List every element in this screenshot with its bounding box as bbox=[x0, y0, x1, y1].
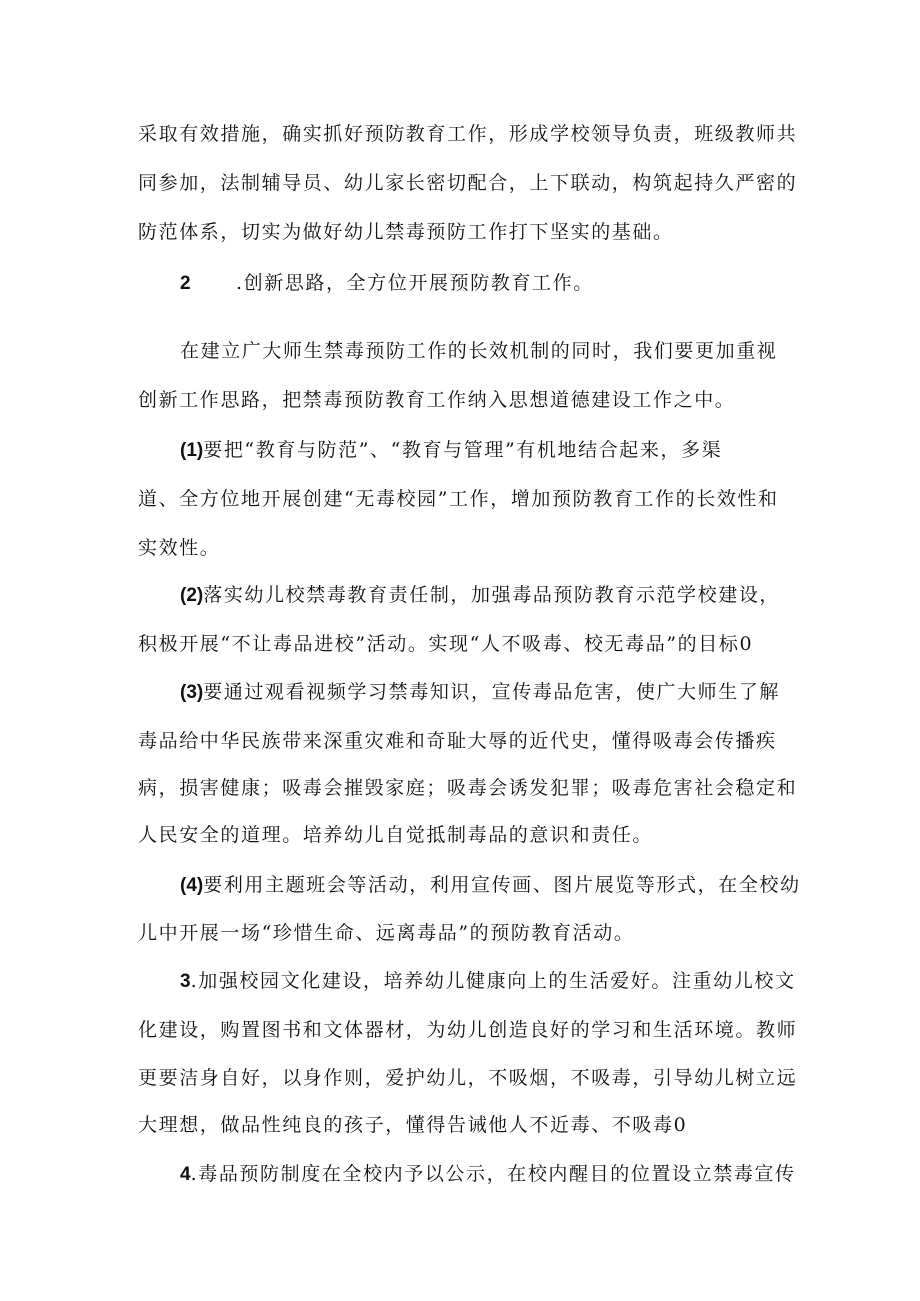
item-text: .创新思路，全方位开展预防教育工作。 bbox=[236, 272, 594, 294]
item-text: 要利用主题班会等活动，利用宣传画、图片展览等形式，在全校幼 bbox=[203, 874, 801, 896]
text-line: 实效性。 bbox=[138, 537, 221, 559]
text-line: 人民安全的道理。培养幼儿自觉抵制毒品的意识和责任。 bbox=[138, 824, 654, 846]
text-line: 大理想，做品性纯良的孩子，懂得告诫他人不近毒、不吸毒0 bbox=[138, 1114, 688, 1136]
item-text: 落实幼儿校禁毒教育责任制，加强毒品预防教育示范学校建设， bbox=[203, 584, 781, 606]
numbered-item-1 bbox=[180, 430, 840, 470]
item-text: 要把“教育与防范”、“教育与管理”有机地结合起来，多渠 bbox=[203, 439, 723, 461]
item-number: (2) bbox=[180, 585, 204, 606]
item-text: 要通过观看视频学习禁毒知识，宣传毒品危害，使广大师生了解 bbox=[203, 681, 781, 703]
item-text: .加强校园文化建设，培养幼儿健康向上的生活爱好。注重幼儿校文 bbox=[190, 970, 796, 992]
text-line: 同参加，法制辅导员、幼儿家长密切配合，上下联动，构筑起持久严密的 bbox=[138, 172, 798, 194]
numbered-item-3 bbox=[180, 672, 840, 712]
text-line: 化建设，购置图书和文体器材，为幼儿创造良好的学习和生活环境。教师 bbox=[138, 1019, 798, 1041]
item-number: (3) bbox=[180, 682, 204, 703]
item-number: 4 bbox=[180, 1164, 191, 1185]
text-line: 积极开展“不让毒品进校”活动。实现“人不吸毒、校无毒品”的目标0 bbox=[138, 633, 754, 655]
text-line: 病，损害健康；吸毒会摧毁家庭；吸毒会诱发犯罪；吸毒危害社会稳定和 bbox=[138, 777, 798, 799]
text-line: 道、全方位地开展创建“无毒校园”工作，增加预防教育工作的长效性和 bbox=[138, 488, 779, 510]
item-text: .毒品预防制度在全校内予以公示，在校内醒目的位置设立禁毒宣传 bbox=[190, 1163, 796, 1185]
text-line: 毒品给中华民族带来深重灾难和奇耻大辱的近代史，懂得吸毒会传播疾 bbox=[138, 730, 777, 752]
text-line: 采取有效措施，确实抓好预防教育工作，形成学校领导负责，班级教师共 bbox=[138, 123, 798, 145]
numbered-heading-3 bbox=[180, 961, 840, 1001]
item-number: (4) bbox=[180, 875, 204, 896]
numbered-item-2 bbox=[180, 575, 840, 615]
text-line: 创新工作思路，把禁毒预防教育工作纳入思想道德建设工作之中。 bbox=[138, 389, 736, 411]
text-line: 防范体系，切实为做好幼儿禁毒预防工作打下坚实的基础。 bbox=[138, 221, 674, 243]
item-number: 2 bbox=[180, 273, 191, 294]
text-line: 更要洁身自好，以身作则，爱护幼儿，不吸烟，不吸毒，引导幼儿树立远 bbox=[138, 1067, 798, 1089]
numbered-heading-2 bbox=[180, 263, 840, 303]
text-line: 在建立广大师生禁毒预防工作的长效机制的同时，我们要更加重视 bbox=[180, 340, 778, 362]
numbered-item-4 bbox=[180, 865, 840, 905]
item-number: 3 bbox=[180, 971, 191, 992]
item-number: (1) bbox=[180, 440, 204, 461]
numbered-heading-4 bbox=[180, 1154, 840, 1194]
text-line: 儿中开展一场“珍惜生命、远离毒品”的预防教育活动。 bbox=[138, 922, 635, 944]
